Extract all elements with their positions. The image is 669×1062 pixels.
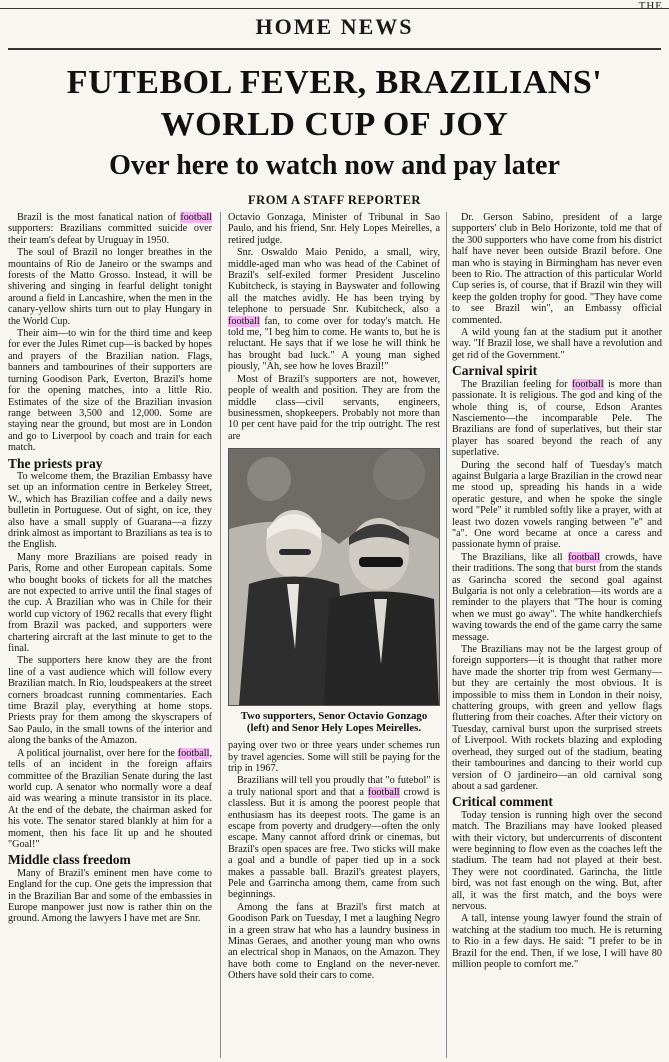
paragraph: The Brazilians, like all football crowds, have their traditions. The song that burst from the stands as Garincha scored the second goal against Bulgaria is not only a celebration—its words are a reminder to the players that "The hour is coming when we must go away". The white handkerchiefs waving towards the end of the game carry the same message. <box>452 551 662 643</box>
article-column-2 <box>228 212 440 1058</box>
paragraph: A wild young fan at the stadium put it another way. "If Brazil lose, we shall have a revolution and get rid of the Government." <box>452 327 662 361</box>
paragraph: Dr. Gerson Sabino, president of a large supporters' club in Belo Horizonte, told me that of the 300 supporters who have come from his district half have never been outside Brazil before. One man who is staying in Birmingham has never even been to Rio. The attraction of this particular World Cup series is, of course, that if Brazil win they will keep the golden trophy for good. "They have come to see Brazil win", an Embassy official commented. <box>452 212 662 326</box>
subheading: Middle class freedom <box>8 852 131 868</box>
highlighted-word: football <box>568 551 600 563</box>
paragraph: Brazil is the most fanatical nation of football supporters: Brazilians committed suicide over their team's defeat by Uruguay in 1950. <box>8 212 212 246</box>
column-divider-2 <box>446 212 447 1058</box>
top-rule <box>0 8 669 9</box>
news-photo <box>228 448 440 706</box>
photo-illustration <box>229 449 439 705</box>
article-column-1 <box>8 212 212 1058</box>
subheading: Carnival spirit <box>452 363 538 379</box>
paragraph: The soul of Brazil no longer breathes in the mountains of Rio de Janeiro or the swamps and forests of the Matto Grosso. Instead, it will be shivering and singing in fearful delight tonight around a field in Lancashire, when the men in the canary-yellow shirts turn out to play Hungary in the World Cup. <box>8 247 212 327</box>
photo-caption: Two supporters, Senor Octavio Gonzago (left) and Senor Hely Lopes Meirelles. <box>240 710 428 735</box>
paragraph: A political journalist, over here for the football, tells of an incident in the foreign affairs committee of the Brazilian Senate during the last world cup. A senator who normally wore a deaf aid was wearing a minute transistor in its place. At the end of the debate, the chairman asked for his vote. The senator stared blankly at him for a moment, then his face lit up and he shouted "Goal!" <box>8 747 212 850</box>
highlighted-word: football <box>177 747 210 759</box>
paragraph: Today tension is running high over the second match. The Brazilians may have looked pleased with their victory, but undercurrents of discontent were beginning to flow even as the coaches left the stadium. The team had not played at their best. They were not coordinated. Garincha, the little bird, was not fast enough on the wing. But, after all, it was the first match, and the boys were nervous. <box>452 809 662 912</box>
paragraph: Most of Brazil's supporters are not, however, people of wealth and position. They are from the middle class—civil servants, engineers, businessmen, shopkeepers. Probably not more than 10 per cent have paid for the trip outright. The rest are <box>228 373 440 442</box>
paragraph: paying over two or three years under schemes run by travel agencies. Some will still be paying for the trip in 1967. <box>228 740 440 774</box>
page-edge-label: THE <box>638 0 663 12</box>
highlighted-word: football <box>180 212 212 223</box>
paragraph: Many more Brazilians are poised ready in Paris, Rome and other European capitals. Some who bought books of tickets for all the matches are not expected to arrive until the final stages of the cup. A Brazilian who was in Chile for their world cup victory of 1962 recalls that every flight from Brazil was packed, and supporters were chartering aircraft at the last minute to get to the final. <box>8 551 212 655</box>
paragraph: The Brazilians may not be the largest group of foreign supporters—it is thought that rather more have made the shorter trip from west Germany—but they are certainly the most obvious. It is impossible to miss them in London in their noisy, chattering groups, with green and yellow flags fluttering from their coaches. After their victory on Tuesday, carnival burst upon the surprised streets of Liverpool. With rockets blazing and exploding overhead, they surged out of the stadium, beating their tambourines and dancing to their world cup version of O jardineiro—an old carnival song about a sad gardener. <box>452 644 662 792</box>
headline-line-1: FUTEBOL FEVER, BRAZILIANS' <box>66 64 603 101</box>
paragraph: The supporters here know they are the front line of a vast audience which will follow every Brazilian match. In Rio, loudspeakers at the street corners broadcast running commentaries. Each time Brazil play, everything at home stops. Priests pray for them among the skyscrapers of Sao Paulo, in the small towns of the interior and along the banks of the Amazon. <box>8 655 212 747</box>
headline-line-2: WORLD CUP OF JOY <box>160 106 509 143</box>
paragraph: Snr. Oswaldo Maio Penido, a small, wiry, middle-aged man who was head of the Cabinet of Brazil's self-exiled former President Juscelino Kubitcheck, is staying in Bayswater and following all the matches avidly. He has been trying by telephone to persuade Snr. Kubitcheck, also a football fan, to come over for today's match. He told me, "I beg him to come. He wants to, but he is reluctant. He says that if we lose he will think he has brought bad luck." A young man sighed piously, "Ah, see how he loves Brazil!" <box>228 247 440 373</box>
paragraph: The Brazilian feeling for football is more than passionate. It is religious. The god and king of the whole thing is, of course, Edson Arantes Nasciemento—the incomparable Pele. The Brazilians are fond of superlatives, but their star player has soared beyond the reach of any superlative. <box>452 378 662 459</box>
paragraph: Among the fans at Brazil's first match at Goodison Park on Tuesday, I met a laughing Negro in a green straw hat who has a laundry business in Minas Geraes, and another young man who owns an electrical shop in Manaos, on the Amazon. They have both come to England on the never-never. Others have sold their cars to come. <box>228 901 440 982</box>
paragraph: To welcome them, the Brazilian Embassy have set up an information centre in Berkeley Street, W., which has Brazilian coffee and a daily news bulletin in Portuguese. Out of sight, on ice, they also have a small supply of Guarana—a fizzy drink almost as important to Brazilians as tea is to the English. <box>8 470 212 551</box>
paragraph: Brazilians will tell you proudly that "o futebol" is a truly national sport and that a football crowd is classless. But it is among the poorest people that enthusiasm has its deepest roots. The game is an escape from poverty and drudgery—often the only escape. Many cannot afford drink or cinemas, but Brazil's open spaces are free. Two sticks will make a goal and a bundle of paper tied up in a sock makes a passable ball. Brazil's greatest players, Pele and Garrincha among them, came from such beginnings. <box>228 775 440 901</box>
subheading: Critical comment <box>452 794 553 810</box>
section-title: HOME NEWS <box>255 14 414 39</box>
paragraph: Their aim—to win for the third time and keep for ever the Jules Rimet cup—is backed by hopes and prayers of the Brazilian nation. Flags, banners and tambourines of their supporters are turning Goodison Park, Everton, Brazil's home for the opening matches, into a little Rio. Estimates of the size of the Brazilian invasion range between 3,500 and 12,000. Some are staying near the ground, but most are in London and go to Liverpool by coach and train for each match. <box>8 328 212 454</box>
subheadline: Over here to watch now and pay later <box>109 150 560 181</box>
paragraph: Octavio Gonzaga, Minister of Tribunal in Sao Paulo, and his friend, Snr. Hely Lopes Meirelles, a retired judge. <box>228 212 440 246</box>
subheading: The priests pray <box>8 455 103 471</box>
headline <box>0 62 669 146</box>
column-divider-1 <box>220 212 221 1058</box>
paragraph: During the second half of Tuesday's match against Bulgaria a large Brazilian in the crowd near me stood up, spreading his hands in a wide operatic gesture, and when he spoke the single word "Pele" it rumbled softly like a prayer, with at least two dozen vowels ranging between "e" and "a". One word became at once a caress and passionate hymn of praise. <box>452 459 662 551</box>
highlighted-word: football <box>228 315 260 327</box>
article-column-3 <box>452 212 662 1058</box>
highlighted-word: football <box>571 378 604 390</box>
paragraph: Many of Brazil's eminent men have come to England for the cup. One gets the impression that in the Brazilian Bar and some of the embassies in Europe manpower just now is rather thin on the ground. Among the lawyers I have met are Snr. <box>8 867 212 925</box>
section-rule <box>8 48 661 50</box>
highlighted-word: football <box>367 786 400 798</box>
paragraph: A tall, intense young lawyer found the strain of watching at the stadium too much. He is returning to Rio in a few days. He said: "I prefer to be in Brazil for the end. Then, if we lose, I will have 80 million people to comfort me." <box>452 913 662 970</box>
byline: FROM A STAFF REPORTER <box>248 193 421 207</box>
